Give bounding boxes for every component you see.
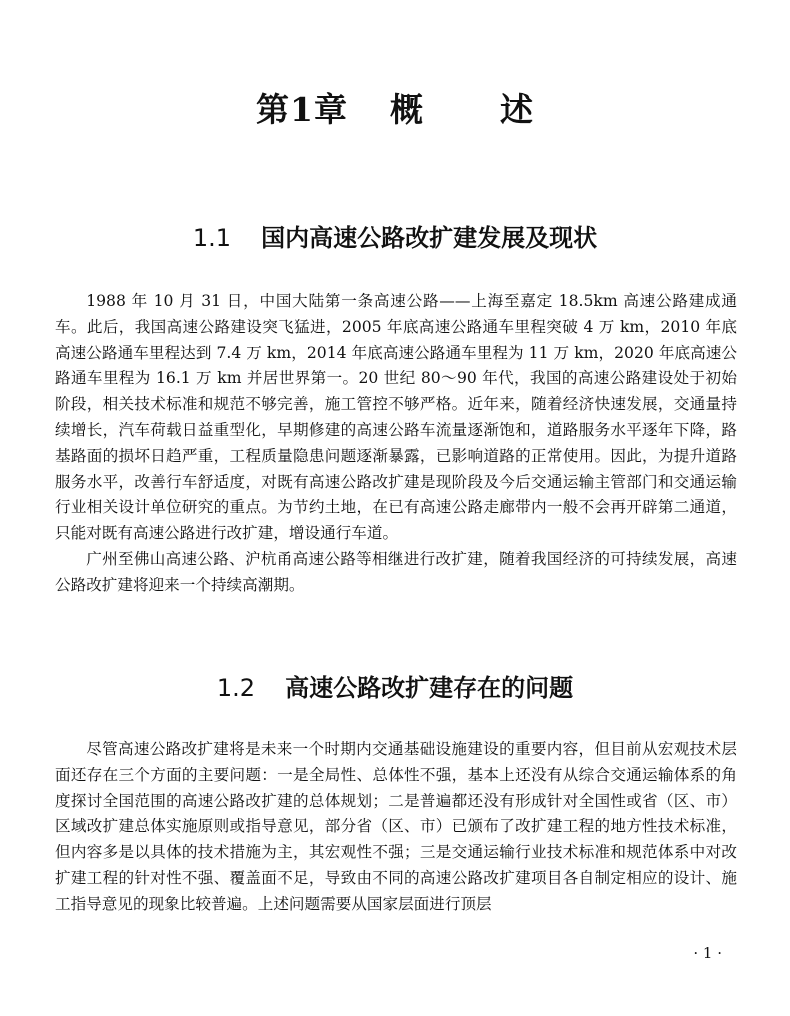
paragraph: 1988 年 10 月 31 日，中国大陆第一条高速公路——上海至嘉定 18.5km 高速公路建成通车。此后，我国高速公路建设突飞猛进，2005 年底高速公路通车里程突破 4 万 km，2010 年底高速公路通车里程达到 7.4 万 km，2014 年底高速公路通车里程为 11 万 km，2020 年底高速公路通车里程为 16.1 万 km 并居世界第一。20 世纪 80～90 年代，我国的高速公路建设处于初始阶段，相关技术标准和规范不够完善，施工管控不够严格。近年来，随着经济快速发展，交通量持续增长，汽车荷载日益重型化，早期修建的高速公路车流量逐渐饱和，道路服务水平逐年下降，路基路面的损坏日趋严重，工程质量隐患问题逐渐暴露，已影响道路的正常使用。因此，为提升道路服务水平，改善行车舒适度，对既有高速公路改扩建是现阶段及今后交通运输主管部门和交通运输行业相关设计单位研究的重点。为节约土地，在已有高速公路走廊带内一般不会再开辟第二通道，只能对既有高速公路进行改扩建，增设通行车道。 (55, 292, 737, 543)
chapter-label-pre: 第 (256, 90, 291, 129)
section-number: 1.1 (192, 224, 232, 252)
section-title: 国内高速公路改扩建发展及现状 (261, 224, 598, 252)
chapter-number: 1 (290, 90, 314, 129)
section-1-2-body (55, 737, 737, 918)
chapter-title-part1: 概 (389, 90, 424, 129)
chapter-label-post: 章 (313, 90, 348, 129)
chapter-title (0, 84, 790, 131)
section-heading-1-2 (0, 668, 790, 703)
section-heading-1-1 (0, 218, 790, 253)
section-title: 高速公路改扩建存在的问题 (285, 674, 574, 702)
section-1-1-body (55, 289, 737, 599)
paragraph: 广州至佛山高速公路、沪杭甬高速公路等相继进行改扩建，随着我国经济的可持续发展，高速公路改扩建将迎来一个持续高潮期。 (55, 549, 737, 594)
paragraph: 尽管高速公路改扩建将是未来一个时期内交通基础设施建设的重要内容，但目前从宏观技术层面还存在三个方面的主要问题：一是全局性、总体性不强，基本上还没有从综合交通运输体系的角度探讨全国范围的高速公路改扩建的总体规划；二是普遍都还没有形成针对全国性或省（区、市）区域改扩建总体实施原则或指导意见，部分省（区、市）已颁布了改扩建工程的地方性技术标准，但内容多是以具体的技术措施为主，其宏观性不强；三是交通运输行业技术标准和规范体系中对改扩建工程的针对性不强、覆盖面不足，导致由不同的高速公路改扩建项目各自制定相应的设计、施工指导意见的现象比较普遍。上述问题需要从国家层面进行顶层 (55, 740, 737, 913)
page-number: · 1 · (693, 944, 722, 962)
chapter-title-part2: 述 (499, 90, 534, 129)
section-number: 1.2 (216, 674, 256, 702)
